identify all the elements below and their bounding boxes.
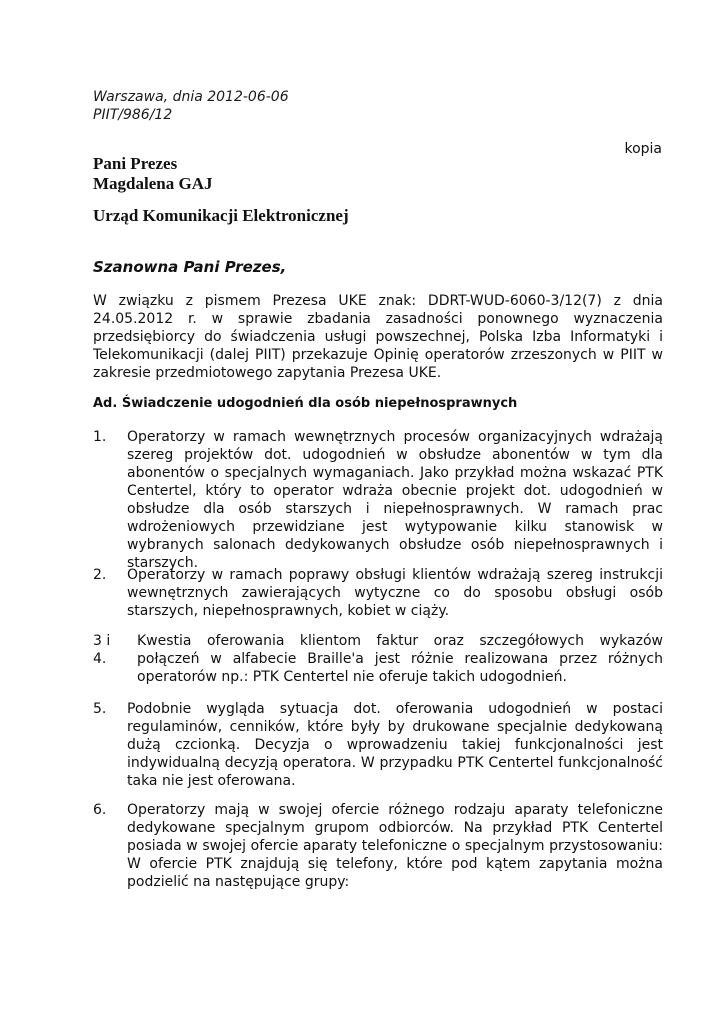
list-item-number: 1. bbox=[93, 429, 107, 445]
list-item bbox=[93, 566, 663, 620]
list-item-text: Kwestia oferowania klientom faktur oraz szczegółowych wykazów połączeń w alfabecie Braille'a jest różnie realizowana przez różnych operatorów np.: PTK Centertel nie oferuje takich udogodnień. bbox=[137, 633, 663, 685]
list-item bbox=[93, 632, 663, 686]
intro-paragraph: W związku z pismem Prezesa UKE znak: DDRT-WUD-6060-3/12(7) z dnia 24.05.2012 r. w sprawie zbadania zasadności ponownego wyznaczenia przedsiębiorcy do świadczenia usługi powszechnej, Polska Izba Informatyki i Telekomunikacji (dalej PIIT) przekazuje Opinię operatorów zrzeszonych w PIIT w zakresie przedmiotowego zapytania Prezesa UKE. bbox=[93, 293, 663, 381]
letter-header bbox=[93, 88, 289, 124]
list-item-text: Operatorzy w ramach wewnętrznych procesów organizacyjnych wdrażają szereg projektów dot. udogodnień w obsłudze abonentów w tym dla abonentów o specjalnych wymaganiach. Jako przykład można wskazać PTK Centertel, który to operator wdraża obecnie projekt dot. udogodnień w obsłudze dla osób starszych i niepełnosprawnych. W ramach prac wdrożeniowych przewidziane jest wytypowanie kilku stanowisk w wybranych salonach dedykowanych obsłudze osób niepełnosprawnych i starszych. bbox=[127, 429, 663, 571]
list-item-text: Podobnie wygląda sytuacja dot. oferowania udogodnień w postaci regulaminów, cenników, które były by drukowane specjalnie dedykowaną dużą czcionką. Decyzja o wprowadzeniu takiej funkcjonalności jest indywidualną decyzją operatora. W przypadku PTK Centertel funkcjonalność taka nie jest oferowana. bbox=[127, 701, 663, 789]
reference-number: PIIT/986/12 bbox=[93, 107, 173, 123]
place-date: Warszawa, dnia 2012-06-06 bbox=[93, 89, 289, 105]
list-item-number: 6. bbox=[93, 802, 107, 818]
copy-label: kopia bbox=[624, 141, 662, 157]
section-heading: Ad. Świadczenie udogodnień dla osób niepełnosprawnych bbox=[93, 396, 518, 411]
addressee-name: Magdalena GAJ bbox=[93, 174, 213, 193]
list-item bbox=[93, 700, 663, 790]
addressee-institution: Urząd Komunikacji Elektronicznej bbox=[93, 206, 349, 225]
list-item-text: Operatorzy mają w swojej ofercie różnego rodzaju aparaty telefoniczne dedykowane specjalnym grupom odbiorców. Na przykład PTK Centertel posiada w swojej ofercie aparaty telefoniczne o specjalnym przystosowaniu: W ofercie PTK znajdują się telefony, które pod kątem zapytania można podzielić na następujące grupy: bbox=[127, 802, 663, 890]
addressee-block bbox=[93, 154, 212, 194]
list-item-number: 5. bbox=[93, 701, 107, 717]
list-item bbox=[93, 801, 663, 891]
list-item-number: 3 i 4. bbox=[93, 633, 111, 667]
list-item-number: 2. bbox=[93, 567, 107, 583]
salutation: Szanowna Pani Prezes, bbox=[93, 258, 287, 276]
list-item-text: Operatorzy w ramach poprawy obsługi klientów wdrażają szereg instrukcji wewnętrznych zawierających wytyczne co do sposobu obsługi osób starszych, niepełnosprawnych, kobiet w ciąży. bbox=[127, 567, 663, 619]
addressee-title: Pani Prezes bbox=[93, 154, 178, 173]
list-item bbox=[93, 428, 663, 572]
